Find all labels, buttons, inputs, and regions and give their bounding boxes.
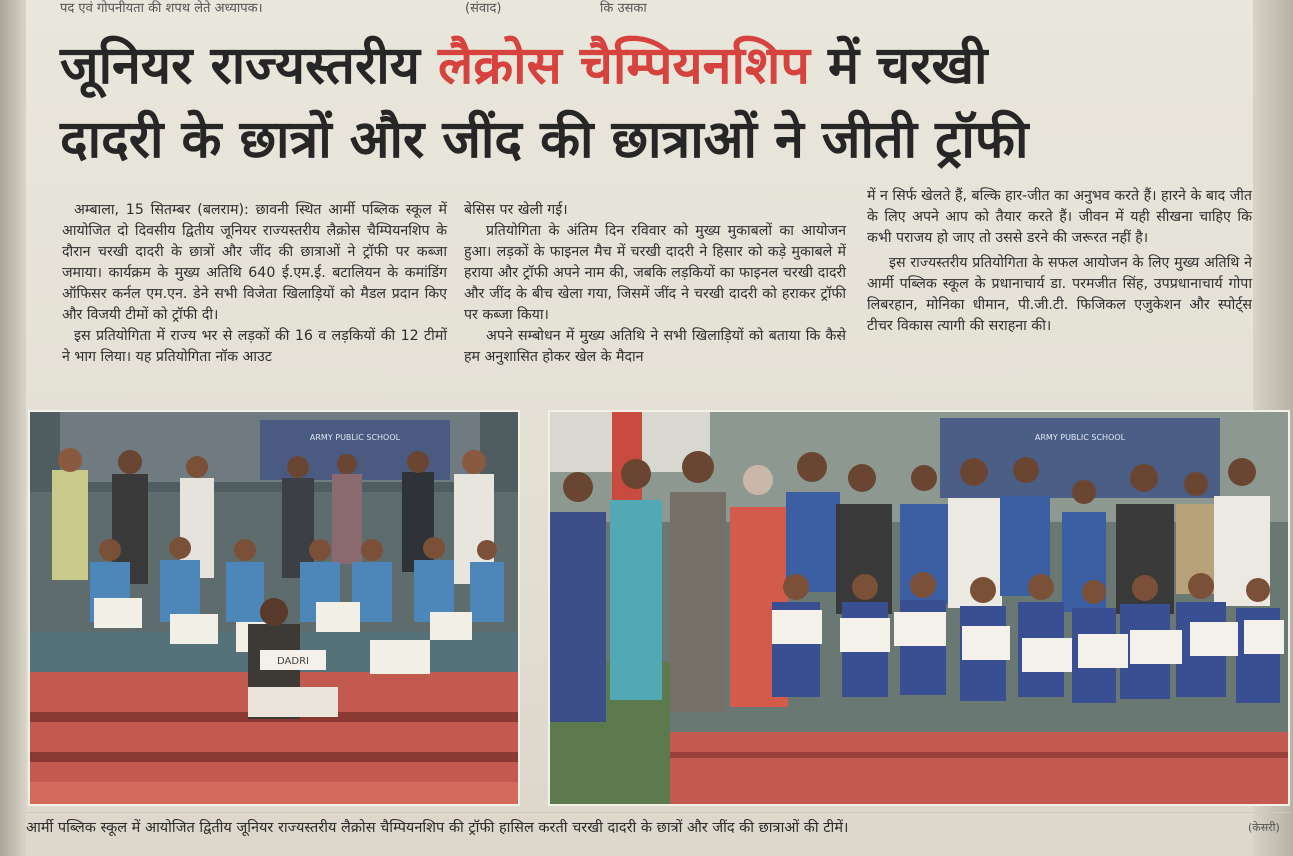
article-paragraph: में न सिर्फ खेलते हैं, बल्कि हार-जीत का अनुभव करते हैं। हारने के बाद जीत के लिए अपने आप को तैयार करते हैं। जीवन में यही सीखना चाहिए कि कभी पराजय हो जाए तो उससे डरने की जरूरत नहीं है। bbox=[867, 188, 1252, 246]
photo-credit: (केसरी) bbox=[1248, 821, 1280, 834]
caption-text: आर्मी पब्लिक स्कूल में आयोजित द्वितीय जूनियर राज्यस्तरीय लैक्रोस चैम्पियनशिप की ट्रॉफी हासिल करती चरखी दादरी के छात्रों और जींद की छात्राओं की टीमें। bbox=[26, 820, 849, 836]
boys-team-photo bbox=[28, 410, 520, 806]
girls-team-photo-illustration bbox=[550, 412, 1288, 804]
previous-article-caption-strip bbox=[60, 0, 1230, 22]
headline-part1: जूनियर राज्यस्तरीय bbox=[60, 36, 438, 96]
headline bbox=[60, 32, 1240, 174]
boys-team-photo-illustration bbox=[30, 412, 518, 804]
article-column-1 bbox=[62, 200, 447, 368]
article-paragraph: प्रतियोगिता के अंतिम दिन रविवार को मुख्य मुकाबलों का आयोजन हुआ। लड़कों के फाइनल मैच में चरखी दादरी ने हिसार को कड़े मुकाबले में हराया और ट्रॉफी अपने नाम की, जबकि लड़कियों का फाइनल चरखी दादरी और जींद के बीच खेला गया, जिसमें जींद ने चरखी दादरी को हराकर ट्रॉफी पर कब्जा किया। bbox=[464, 223, 846, 323]
right-banner-text: ARMY PUBLIC SCHOOL bbox=[1034, 433, 1126, 442]
girls-team-photo bbox=[548, 410, 1290, 806]
page-fold-shadow-left bbox=[0, 0, 26, 856]
article-paragraph: इस प्रतियोगिता में राज्य भर से लड़कों की 16 व लड़कियों की 12 टीमों ने भाग लिया। यह प्रतियोगिता नॉक आउट bbox=[62, 328, 447, 365]
photo-caption bbox=[26, 812, 1291, 843]
article-column-2 bbox=[464, 200, 846, 368]
top-strip-mid: (संवाद) bbox=[465, 1, 502, 16]
article-paragraph: अपने सम्बोधन में मुख्य अतिथि ने सभी खिलाड़ियों को बताया कि कैसे हम अनुशासित होकर खेल के मैदान bbox=[464, 328, 846, 365]
photo-row bbox=[28, 410, 1286, 802]
article-body bbox=[62, 188, 1252, 410]
held-sign-text: DADRI bbox=[277, 656, 309, 667]
headline-part2: में चरखी bbox=[809, 36, 988, 96]
article-paragraph: इस राज्यस्तरीय प्रतियोगिता के सफल आयोजन के लिए मुख्य अतिथि ने आर्मी पब्लिक स्कूल के प्रधानाचार्य डा. परमजीत सिंह, उपप्रधानाचार्य गोपा लिबरहान, मोनिका धीमान, पी.जी.टी. फिजिकल एजुकेशन और स्पोर्ट्स टीचर विकास त्यागी की सराहना की। bbox=[867, 255, 1252, 334]
headline-highlight: लैक्रोस चैम्पियनशिप bbox=[437, 36, 810, 96]
headline-line2: दादरी के छात्रों और जींद की छात्राओं ने जीती ट्रॉफी bbox=[60, 110, 1029, 170]
article-paragraph: बेसिस पर खेली गई। bbox=[464, 202, 568, 218]
article-paragraph: अम्बाला, 15 सितम्बर (बलराम): छावनी स्थित आर्मी पब्लिक स्कूल में आयोजित दो दिवसीय द्वितीय जूनियर राज्यस्तरीय लैक्रोस चैम्पियनशिप के दौरान चरखी दादरी के छात्रों और जींद की छात्राओं ने ट्रॉफी पर कब्जा जमाया। कार्यक्रम के मुख्य अतिथि 640 ई.एम.ई. बटालियन के कमांडिंग ऑफिसर कर्नल एम.एन. डेने सभी विजेता खिलाड़ियों को मैडल प्रदान किए और विजयी टीमों को ट्रॉफी दी। bbox=[62, 202, 447, 323]
top-strip-right: कि उसका bbox=[600, 1, 647, 16]
article-column-3 bbox=[867, 186, 1252, 337]
top-strip-left: पद एवं गोपनीयता की शपथ लेते अध्यापक। bbox=[60, 1, 263, 16]
left-banner-text: ARMY PUBLIC SCHOOL bbox=[309, 433, 401, 442]
